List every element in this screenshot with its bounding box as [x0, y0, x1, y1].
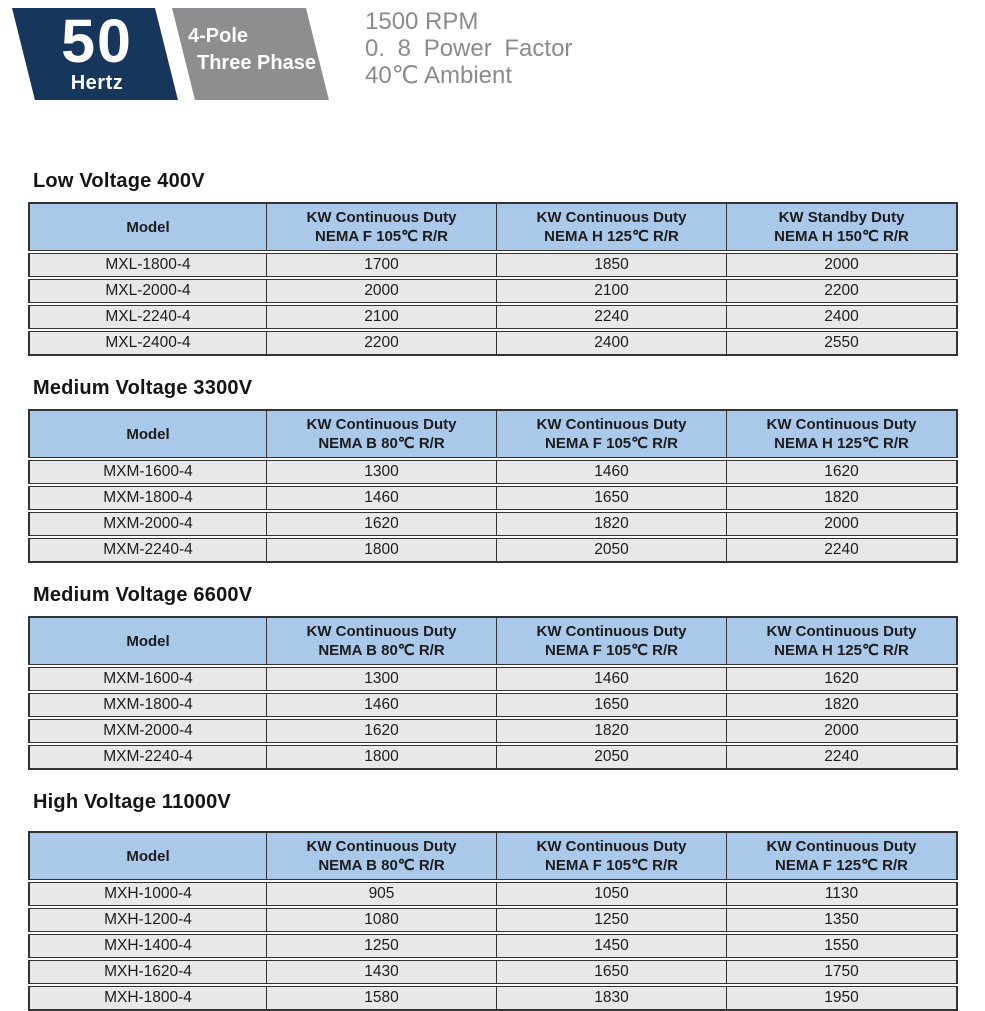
- column-header-line1: KW Continuous Duty: [536, 209, 687, 226]
- medium-voltage-6600-ratings-table: [28, 614, 958, 772]
- section-title: Medium Voltage 6600V: [33, 584, 253, 606]
- kw-value-cell: 1430: [267, 960, 497, 984]
- table-row: [28, 305, 958, 329]
- kw-value-cell: 2240: [497, 305, 727, 329]
- kw-value-cell: 1050: [497, 882, 727, 906]
- kw-value-cell: 1820: [497, 719, 727, 743]
- kw-value-cell: 1650: [497, 960, 727, 984]
- model-column-header: [28, 202, 267, 251]
- kw-value-cell: 1580: [267, 986, 497, 1011]
- kw-value-cell: 1830: [497, 986, 727, 1011]
- kw-value-cell: 1820: [727, 486, 958, 510]
- column-header-line2: NEMA F 105℃ R/R: [545, 642, 678, 659]
- model-cell: MXH-1000-4: [28, 882, 267, 906]
- column-header-line1: KW Continuous Duty: [766, 838, 917, 855]
- model-cell: MXM-1600-4: [28, 460, 267, 484]
- rpm-line: 1500 RPM: [365, 8, 479, 35]
- kw-value-cell: 1850: [497, 253, 727, 277]
- kw-value-cell: 1460: [267, 486, 497, 510]
- column-header-line1: KW Continuous Duty: [536, 416, 687, 433]
- kw-value-cell: 2550: [727, 331, 958, 356]
- kw-column-header: [267, 616, 497, 665]
- kw-value-cell: 2000: [727, 512, 958, 536]
- kw-value-cell: 1700: [267, 253, 497, 277]
- kw-value-cell: 1130: [727, 882, 958, 906]
- kw-value-cell: 1460: [497, 460, 727, 484]
- kw-value-cell: 2200: [727, 279, 958, 303]
- kw-column-header: [727, 616, 958, 665]
- column-header-line1: KW Continuous Duty: [306, 209, 457, 226]
- column-header-line1: KW Continuous Duty: [306, 416, 457, 433]
- table-row: [28, 512, 958, 536]
- column-header-line1: KW Continuous Duty: [536, 623, 687, 640]
- low-voltage-section: [0, 170, 985, 358]
- section-title: High Voltage 11000V: [33, 791, 231, 813]
- frequency-unit: Hertz: [70, 72, 124, 94]
- header-row: [28, 831, 958, 880]
- kw-value-cell: 1820: [497, 512, 727, 536]
- kw-value-cell: 1950: [727, 986, 958, 1011]
- pole-badge: [188, 23, 316, 77]
- table-row: [28, 667, 958, 691]
- kw-column-header: [497, 831, 727, 880]
- kw-value-cell: 2240: [727, 538, 958, 563]
- column-header-line2: NEMA F 125℃ R/R: [775, 857, 908, 874]
- kw-value-cell: 2100: [267, 305, 497, 329]
- kw-value-cell: 1620: [727, 667, 958, 691]
- kw-column-header: [727, 409, 958, 458]
- kw-value-cell: 2000: [727, 253, 958, 277]
- model-column-header: [28, 409, 267, 458]
- kw-value-cell: 1800: [267, 745, 497, 770]
- ambient-line: 40℃ Ambient: [365, 62, 513, 89]
- column-header-line1: KW Continuous Duty: [536, 838, 687, 855]
- column-header-line1: Model: [126, 218, 170, 236]
- header-row: [28, 202, 958, 251]
- column-header-line1: Model: [126, 425, 170, 443]
- model-column-header: [28, 616, 267, 665]
- column-header-line1: KW Continuous Duty: [306, 623, 457, 640]
- kw-value-cell: 1650: [497, 486, 727, 510]
- model-cell: MXH-1800-4: [28, 986, 267, 1011]
- table-row: [28, 960, 958, 984]
- model-cell: MXM-2240-4: [28, 745, 267, 770]
- table-row: [28, 486, 958, 510]
- low-voltage-ratings-table: [28, 200, 958, 358]
- kw-column-header: [497, 409, 727, 458]
- high-voltage-ratings-table: [28, 829, 958, 1011]
- kw-value-cell: 1250: [267, 934, 497, 958]
- kw-value-cell: 2000: [267, 279, 497, 303]
- frequency-value: 50: [61, 7, 133, 75]
- kw-value-cell: 905: [267, 882, 497, 906]
- model-column-header: [28, 831, 267, 880]
- column-header-line2: NEMA H 150℃ R/R: [774, 228, 909, 245]
- kw-value-cell: 1820: [727, 693, 958, 717]
- model-cell: MXL-2000-4: [28, 279, 267, 303]
- kw-value-cell: 2050: [497, 745, 727, 770]
- column-header-line1: Model: [126, 632, 170, 650]
- kw-column-header: [267, 409, 497, 458]
- kw-column-header: [727, 202, 958, 251]
- kw-value-cell: 1460: [497, 667, 727, 691]
- column-header-line2: NEMA H 125℃ R/R: [544, 228, 679, 245]
- table-row: [28, 460, 958, 484]
- model-cell: MXM-1600-4: [28, 667, 267, 691]
- kw-value-cell: 1350: [727, 908, 958, 932]
- table-row: [28, 253, 958, 277]
- column-header-line2: NEMA B 80℃ R/R: [318, 642, 445, 659]
- section-title: Medium Voltage 3300V: [33, 377, 253, 399]
- table-row: [28, 279, 958, 303]
- column-header-line2: NEMA F 105℃ R/R: [545, 435, 678, 452]
- column-header-line2: NEMA B 80℃ R/R: [318, 857, 445, 874]
- column-header-line2: NEMA F 105℃ R/R: [315, 228, 448, 245]
- model-cell: MXM-1800-4: [28, 693, 267, 717]
- model-cell: MXL-2400-4: [28, 331, 267, 356]
- phase-label: Three Phase: [197, 52, 316, 74]
- kw-column-header: [497, 202, 727, 251]
- medium-voltage-3300-section: [0, 377, 985, 565]
- model-cell: MXM-1800-4: [28, 486, 267, 510]
- header-row: [28, 409, 958, 458]
- frequency-badge: [22, 7, 172, 96]
- column-header-line2: NEMA H 125℃ R/R: [774, 435, 909, 452]
- page-header: [0, 0, 985, 130]
- kw-value-cell: 2000: [727, 719, 958, 743]
- kw-value-cell: 2100: [497, 279, 727, 303]
- table-row: [28, 719, 958, 743]
- column-header-line1: KW Continuous Duty: [766, 416, 917, 433]
- kw-value-cell: 2050: [497, 538, 727, 563]
- kw-value-cell: 1650: [497, 693, 727, 717]
- kw-column-header: [727, 831, 958, 880]
- column-header-line1: KW Continuous Duty: [306, 838, 457, 855]
- kw-column-header: [267, 831, 497, 880]
- section-title: Low Voltage 400V: [33, 170, 205, 192]
- kw-value-cell: 1300: [267, 460, 497, 484]
- medium-voltage-3300-ratings-table: [28, 407, 958, 565]
- kw-value-cell: 1080: [267, 908, 497, 932]
- medium-voltage-6600-section: [0, 584, 985, 772]
- model-cell: MXL-2240-4: [28, 305, 267, 329]
- kw-value-cell: 1250: [497, 908, 727, 932]
- kw-value-cell: 1300: [267, 667, 497, 691]
- column-header-line2: NEMA F 105℃ R/R: [545, 857, 678, 874]
- model-cell: MXH-1620-4: [28, 960, 267, 984]
- model-cell: MXH-1400-4: [28, 934, 267, 958]
- table-row: [28, 745, 958, 770]
- kw-value-cell: 1620: [267, 512, 497, 536]
- kw-value-cell: 1620: [267, 719, 497, 743]
- kw-value-cell: 1550: [727, 934, 958, 958]
- header-row: [28, 616, 958, 665]
- model-cell: MXM-2000-4: [28, 512, 267, 536]
- spec-summary: [365, 8, 572, 89]
- table-row: [28, 331, 958, 356]
- model-cell: MXM-2000-4: [28, 719, 267, 743]
- table-row: [28, 693, 958, 717]
- high-voltage-section: [0, 791, 985, 1011]
- pole-label: 4-Pole: [188, 25, 249, 47]
- power-factor-line: 0. 8 Power Factor: [365, 35, 573, 62]
- column-header-line1: KW Continuous Duty: [766, 623, 917, 640]
- column-header-line1: KW Standby Duty: [778, 209, 905, 226]
- tables-area: [0, 170, 985, 1011]
- table-row: [28, 934, 958, 958]
- kw-column-header: [267, 202, 497, 251]
- model-cell: MXM-2240-4: [28, 538, 267, 563]
- column-header-line1: Model: [126, 847, 170, 865]
- kw-value-cell: 2400: [497, 331, 727, 356]
- model-cell: MXH-1200-4: [28, 908, 267, 932]
- table-row: [28, 986, 958, 1011]
- table-row: [28, 882, 958, 906]
- kw-value-cell: 2200: [267, 331, 497, 356]
- table-row: [28, 538, 958, 563]
- model-cell: MXL-1800-4: [28, 253, 267, 277]
- table-row: [28, 908, 958, 932]
- kw-value-cell: 2240: [727, 745, 958, 770]
- kw-value-cell: 1620: [727, 460, 958, 484]
- column-header-line2: NEMA H 125℃ R/R: [774, 642, 909, 659]
- column-header-line2: NEMA B 80℃ R/R: [318, 435, 445, 452]
- kw-value-cell: 1800: [267, 538, 497, 563]
- kw-value-cell: 2400: [727, 305, 958, 329]
- kw-value-cell: 1450: [497, 934, 727, 958]
- kw-value-cell: 1750: [727, 960, 958, 984]
- kw-column-header: [497, 616, 727, 665]
- kw-value-cell: 1460: [267, 693, 497, 717]
